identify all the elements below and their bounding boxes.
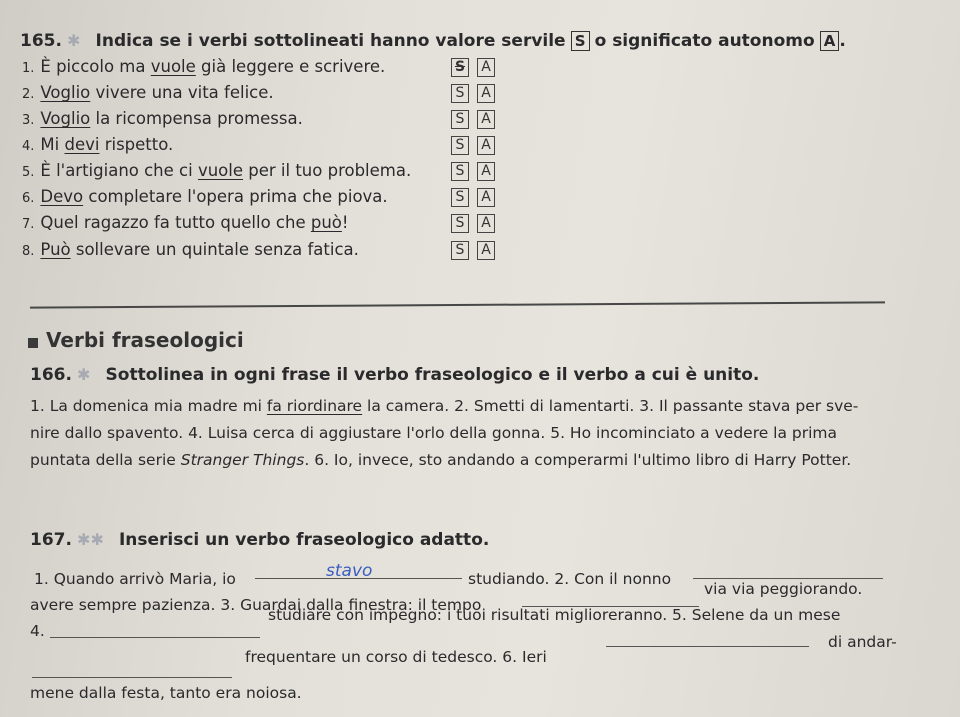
list-item: [22, 187, 388, 206]
underlined-verb: vuole: [150, 57, 196, 76]
list-item: [22, 109, 303, 128]
underlined-verb: Voglio: [40, 83, 91, 102]
exercise-instruction: Indica se i verbi sottolineati hanno valore servile: [95, 31, 566, 51]
item-text-pre: Mi: [40, 135, 65, 154]
list-item: [22, 57, 385, 76]
underlined-verb: Può: [40, 240, 71, 259]
section-title: Verbi fraseologici: [46, 328, 244, 352]
exercise-instruction: Inserisci un verbo fraseologico adatto.: [118, 530, 490, 550]
difficulty-star-icon: ✱✱: [77, 530, 104, 549]
list-item: [22, 83, 274, 102]
underlined-verb: vuole: [197, 161, 244, 180]
exercise-instruction: Sottolinea in ogni frase il verbo fraseologico e il verbo a cui è unito.: [105, 365, 760, 385]
answer-blank-4[interactable]: [50, 637, 260, 638]
exercise-number: 165.: [20, 31, 62, 51]
option-a-box[interactable]: A: [477, 84, 495, 103]
text: la camera. 2. Smetti di lamentarti. 3. Il passante stava per sve-: [362, 397, 859, 415]
instruction-end: .: [839, 31, 846, 51]
text: puntata della serie: [30, 451, 181, 469]
list-item: [22, 135, 173, 154]
ex167-line-1b: studiando. 2. Con il nonno: [468, 570, 672, 588]
option-s-box[interactable]: S: [451, 110, 469, 129]
ex167-line-4b: di andar-: [828, 633, 897, 651]
text: . 6. Io, invece, sto andando a comperarmi l'ultimo libro di Harry Potter.: [304, 451, 852, 469]
item-text-pre: Quel ragazzo fa tutto quello che: [40, 213, 311, 232]
item-number: 3.: [22, 113, 35, 128]
item-text-post: per il tuo problema.: [243, 161, 412, 180]
underlined-verb: Voglio: [40, 109, 91, 128]
ex166-line-1: [30, 397, 858, 415]
option-s-box[interactable]: S: [451, 136, 469, 155]
section-bullet-icon: [28, 338, 38, 348]
answer-blank-6[interactable]: [606, 646, 809, 647]
item-text-post: la ricompensa promessa.: [90, 109, 303, 128]
ex167-line-5: mene dalla festa, tanto era noiosa.: [30, 684, 302, 702]
option-s-box[interactable]: S: [451, 241, 469, 260]
handwritten-answer: stavo: [326, 561, 373, 581]
text: 1. La domenica mia madre mi: [30, 397, 267, 415]
option-a-box[interactable]: A: [477, 136, 495, 155]
exercise-167-header: [30, 530, 489, 550]
difficulty-star-icon: ✱: [77, 365, 91, 384]
ex167-line-3b: studiare con impegno: i tuoi risultati miglioreranno. 5. Selene da un mese: [268, 606, 841, 624]
answer-blank-2[interactable]: [693, 578, 883, 579]
option-s-box[interactable]: S: [451, 162, 469, 181]
ex167-line-4a: frequentare un corso di tedesco. 6. Ieri: [245, 648, 547, 666]
underlined-verb: fa riordinare: [266, 397, 363, 415]
difficulty-star-icon: ✱: [67, 31, 81, 50]
item-number: 5.: [22, 165, 35, 180]
ex166-line-2: nire dallo spavento. 4. Luisa cerca di aggiustare l'orlo della gonna. 5. Ho incominciato a vedere la prima: [30, 424, 838, 442]
ex167-line-1a: 1. Quando arrivò Maria, io: [34, 570, 236, 588]
exercise-number: 167.: [30, 530, 72, 550]
box-a-label: A: [820, 31, 840, 51]
exercise-instruction-mid: o significato autonomo: [594, 31, 815, 51]
item-text-pre: È piccolo ma: [40, 57, 151, 76]
option-a-box[interactable]: A: [477, 241, 495, 260]
item-text-post: sollevare un quintale senza fatica.: [70, 240, 359, 259]
item-text-post: completare l'opera prima che piova.: [83, 187, 388, 206]
item-number: 4.: [22, 139, 35, 154]
option-a-box[interactable]: A: [477, 110, 495, 129]
item-number: 1.: [22, 61, 35, 76]
item-text-post: rispetto.: [99, 135, 174, 154]
exercise-number: 166.: [30, 365, 72, 385]
underlined-verb: Devo: [40, 187, 84, 206]
item-text-post: vivere una vita felice.: [90, 83, 274, 102]
box-s-label: S: [571, 31, 590, 51]
option-s-box[interactable]: S: [451, 84, 469, 103]
answer-blank-5[interactable]: [32, 677, 232, 678]
ex166-line-3: [30, 451, 851, 469]
section-divider: [30, 301, 885, 308]
underlined-verb: può: [310, 213, 342, 232]
underlined-verb: devi: [64, 135, 100, 154]
list-item: [22, 240, 359, 259]
item-text-post: !: [341, 213, 349, 232]
item-text-pre: È l'artigiano che ci: [40, 161, 198, 180]
option-a-box[interactable]: A: [477, 188, 495, 207]
option-a-box[interactable]: A: [477, 214, 495, 233]
item-text-post: già leggere e scrivere.: [195, 57, 386, 76]
exercise-166-header: [30, 365, 759, 385]
option-a-box[interactable]: A: [477, 162, 495, 181]
item-number: 7.: [22, 217, 35, 232]
option-s-box[interactable]: S: [451, 58, 469, 77]
exercise-165-header: [20, 31, 846, 51]
list-item: [22, 161, 411, 180]
item-number: 2.: [22, 87, 35, 102]
series-title: Stranger Things: [180, 451, 305, 469]
item-number: 8.: [22, 244, 35, 259]
option-s-box[interactable]: S: [451, 214, 469, 233]
ex167-line-3a: 4.: [30, 622, 45, 640]
option-s-box[interactable]: S: [451, 188, 469, 207]
option-a-box[interactable]: A: [477, 58, 495, 77]
item-number: 6.: [22, 191, 35, 206]
ex167-line-2a: avere sempre pazienza. 3. Guardai dalla finestra: il tempo: [30, 596, 482, 614]
ex167-line-2b: via via peggiorando.: [704, 580, 863, 598]
list-item: [22, 213, 349, 232]
